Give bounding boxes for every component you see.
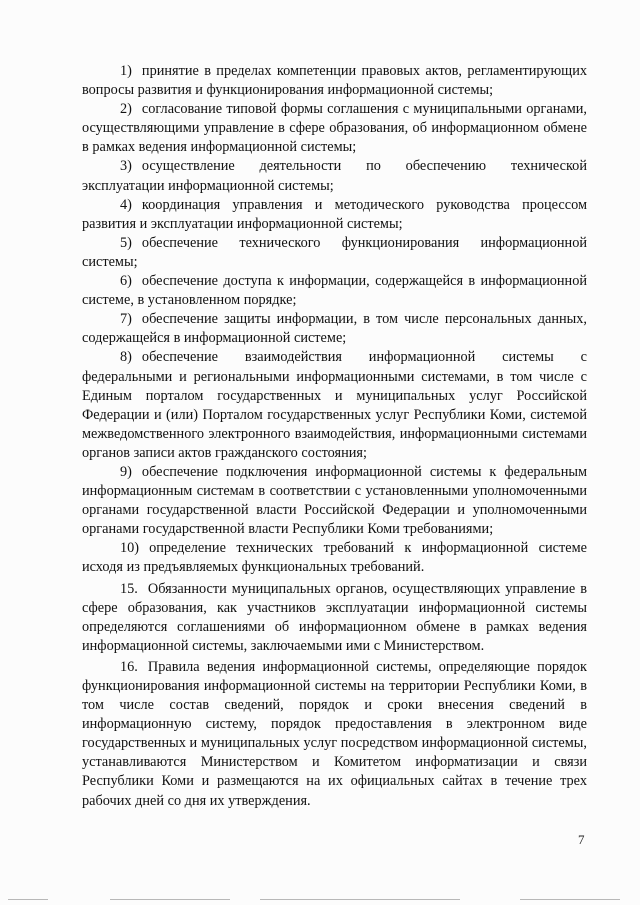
- list-item: 1) принятие в пределах компетенции правовых актов, регламентирующих вопросы развития и функционирования информационной системы;: [82, 63, 587, 99]
- list-item: 7) обеспечение защиты информации, в том числе персональных данных, содержащейся в информационной системе;: [82, 311, 587, 347]
- scan-edge-line: [260, 899, 460, 900]
- section-paragraph: 16. Правила ведения информационной системы, определяющие порядок функционирования информационной системы на территории Республики Коми, в том числе состав сведений, порядок и сроки внесения сведений в информационную систему, порядок предоставления в электронном виде государственных и муниципальных услуг посредством информационной системы, устанавливаются Министерством и Комитетом информатизации и связи Республики Коми и размещаются на их официальных сайтах в течение трех рабочих дней со дня их утверждения.: [82, 658, 587, 809]
- list-item: 4) координация управления и методического руководства процессом развития и эксплуатации информационной системы;: [82, 196, 587, 232]
- page-number: 7: [578, 832, 585, 847]
- section-paragraph: 15. Обязанности муниципальных органов, осуществляющих управление в сфере образования, как участников эксплуатации информационной системы определяются соглашениями об информационном обмене в рамках ведения информационной системы, заключаемыми ими с Министерством.: [82, 580, 587, 654]
- document-body: [82, 62, 587, 811]
- scan-edge-line: [8, 899, 48, 900]
- list-item: 10) определение технических требований к информационной системе исходя из предъявляемых функциональных требований.: [82, 540, 587, 576]
- scan-edge-line: [520, 899, 620, 900]
- list-item: 2) согласование типовой формы соглашения с муниципальными органами, осуществляющими управление в сфере образования, об информационном обмене в рамках ведения информационной системы;: [82, 101, 587, 156]
- list-item: 3) осуществление деятельности по обеспечению технической эксплуатации информационной системы;: [82, 158, 587, 194]
- scan-edge-line: [110, 899, 230, 900]
- list-item: 8) обеспечение взаимодействия информационной системы с федеральными и региональными информационными системами, в том числе с Единым порталом государственных и муниципальных услуг Российской Федерации и (или) Порталом государственных услуг Республики Коми, системой межведомственного электронного взаимодействия, информационными системами органов записи актов гражданского состояния;: [82, 349, 587, 461]
- list-item: 6) обеспечение доступа к информации, содержащейся в информационной системе, в установленном порядке;: [82, 273, 587, 309]
- list-item: 9) обеспечение подключения информационной системы к федеральным информационным системам в соответствии с установленными уполномоченными органами государственной власти Российской Федерации и уполномоченными органами государственной власти Республики Коми требованиями;: [82, 463, 587, 538]
- list-item: 5) обеспечение технического функционирования информационной системы;: [82, 234, 587, 270]
